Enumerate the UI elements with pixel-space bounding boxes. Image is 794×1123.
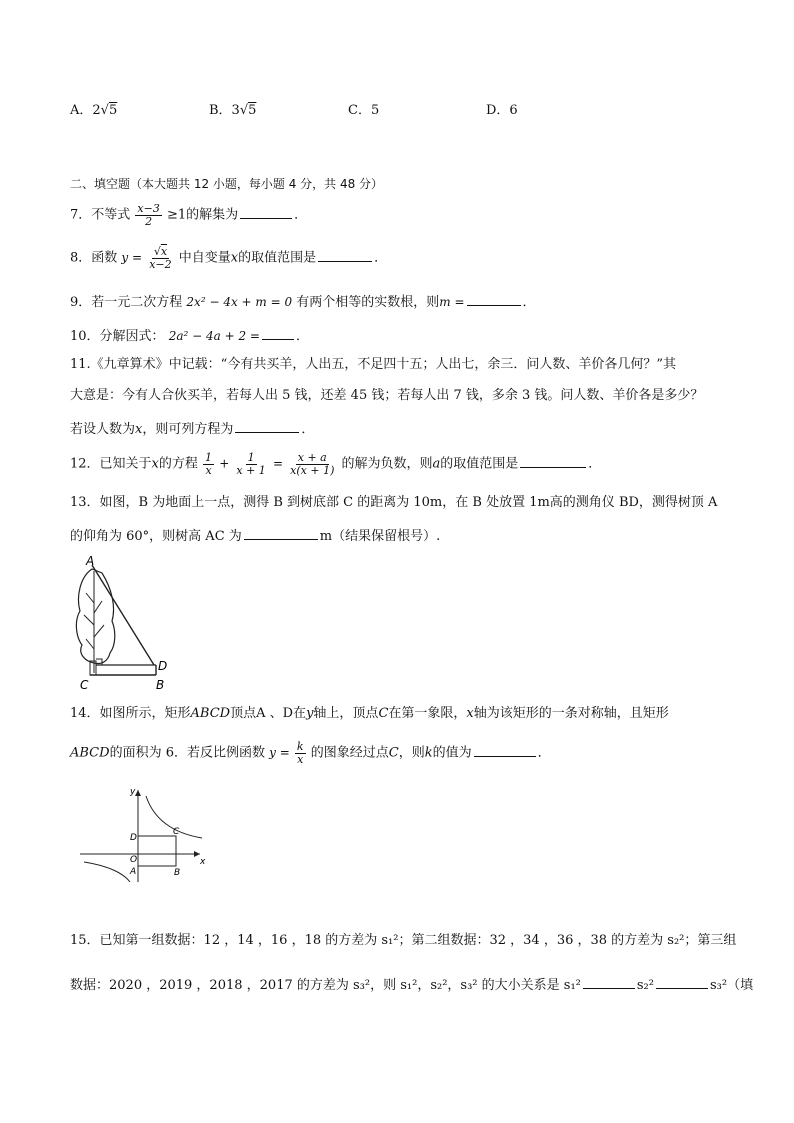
question-12: 12．已知关于x的方程 $\frac{1}{x}$ + $\frac{1}{x + 1}$ = $\frac{x + a}{x(x + 1)}$ 的解为负数，则a的取值范围是 ． [70,451,602,477]
question-10: 10．分解因式： 2a² − 4a + 2 = ． [70,329,309,344]
answer-blank[interactable] [520,455,586,468]
option-b: B．3√5 [209,103,257,118]
label-B: B [156,678,165,692]
label-D: D [158,659,168,673]
label-C: C [80,678,89,692]
label-C: C [173,827,180,837]
question-15-line-1: 15．已知第一组数据：12 ，14 ，16 ，18 的方差为 s₁²；第二组数据：32 ，34 ，36 ，38 的方差为 s₂²；第三组 [70,933,737,948]
question-11-line-3: 若设人数为x，则可列方程为 ． [70,422,315,437]
label-D: D [130,833,137,843]
answer-blank[interactable] [467,293,521,306]
label-A: A [86,554,95,568]
question-11-line-2: 大意是：今有人合伙买羊，若每人出 5 钱，还差 45 钱；若每人出 7 钱，多余 3 钱。问人数、羊价各是多少？ [70,388,704,403]
tree-figure [68,553,178,693]
label-x: x [200,857,206,867]
answer-blank[interactable] [474,744,536,757]
question-13-line-2: 的仰角为 60°，则树高 AC 为 m（结果保留根号）. [70,529,441,544]
answer-blank[interactable] [244,527,318,540]
option-c: C．5 [348,103,380,118]
label-y: y [130,787,136,797]
question-7: 7．不等式 $\frac{x-3}{2}$ ≥1的解集为 ． [70,202,308,228]
question-8: 8．函数 y = $\frac{√x}{x-2}$ 中自变量x的取值范围是 ． [70,245,388,271]
answer-blank[interactable] [656,976,708,989]
question-14-line-2: ABCD的面积为 6．若反比例函数 y = $\frac{k}{x}$ 的图象经过点C，则k的值为 ． [70,740,551,766]
label-O: O [130,855,138,865]
question-11-line-1: 11.《九章算术》中记载：“今有共买羊，人出五，不足四十五；人出七，余三．问人数、羊价各几何？”其 [70,357,676,372]
section-title: 二、填空题（本大题共 12 小题，每小题 4 分，共 48 分） [70,177,384,191]
answer-blank[interactable] [318,249,372,262]
answer-blank[interactable] [235,420,299,433]
option-a: A．2√5 [70,103,118,118]
coordinate-figure [80,782,210,882]
question-9: 9．若一元二次方程 2x² − 4x + m = 0 有两个相等的实数根，则m = ． [70,295,536,310]
label-A: A [130,867,137,877]
answer-blank[interactable] [262,327,294,340]
question-15-line-2: 数据：2020 ，2019 ，2018 ，2017 的方差为 s₃²，则 s₁²，s₂²，s₃² 的大小关系是 s₁² s₂² s₃²（填 [70,978,754,993]
question-14-line-1: 14．如图所示，矩形ABCD顶点A 、D在y轴上，顶点C在第一象限，x轴为该矩形的一条对称轴，且矩形 [70,706,669,721]
answer-blank[interactable] [240,206,292,219]
option-d: D．6 [486,103,518,118]
question-13-line-1: 13．如图，B 为地面上一点，测得 B 到树底部 C 的距离为 10m，在 B 处放置 1m高的测角仪 BD，测得树顶 A [70,495,718,510]
answer-blank[interactable] [583,976,635,989]
label-B: B [174,868,181,878]
